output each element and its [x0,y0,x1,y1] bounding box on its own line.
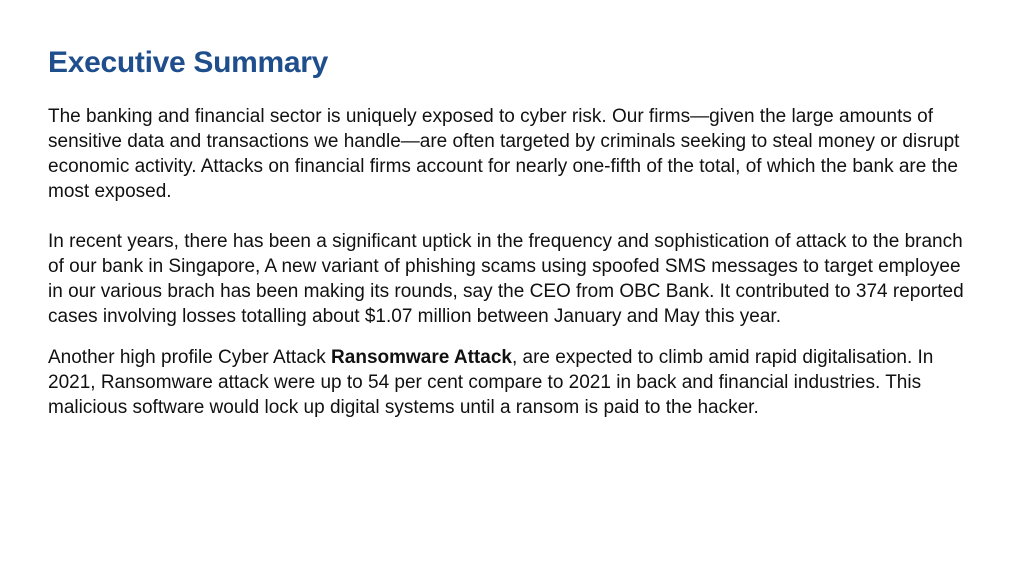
slide-body [48,104,978,420]
ransomware-attack-emphasis: Ransomware Attack [331,347,512,368]
paragraph-cyber-risk-overview: The banking and financial sector is uniquely exposed to cyber risk. Our firms—given the large amounts of sensitive data and transactions we handle—are often targeted by criminals seeking to steal money or disrupt economic activity. Attacks on financial firms account for nearly one-fifth of the total, of which the bank are the most exposed. [48,106,960,202]
paragraph-ransomware [48,345,978,420]
paragraph-phishing-singapore: In recent years, there has been a significant uptick in the frequency and sophistication of attack to the branch of our bank in Singapore, A new variant of phishing scams using spoofed SMS messages to target employee in our various brach has been making its rounds, say the CEO from OBC Bank. It contributed to 374 reported cases involving losses totalling about $1.07 million between January and May this year. [48,231,964,327]
paragraph-ransomware-intro: Another high profile Cyber Attack [48,347,332,368]
paragraph-ransomware-detail: , are expected to climb amid rapid digitalisation. In 2021, Ransomware attack were up to 54 per cent compare to 2021 in back and financial industries. This malicious software would lock up digital systems until a ransom is paid to the hacker. [48,347,934,418]
slide-title: Executive Summary [48,46,329,79]
